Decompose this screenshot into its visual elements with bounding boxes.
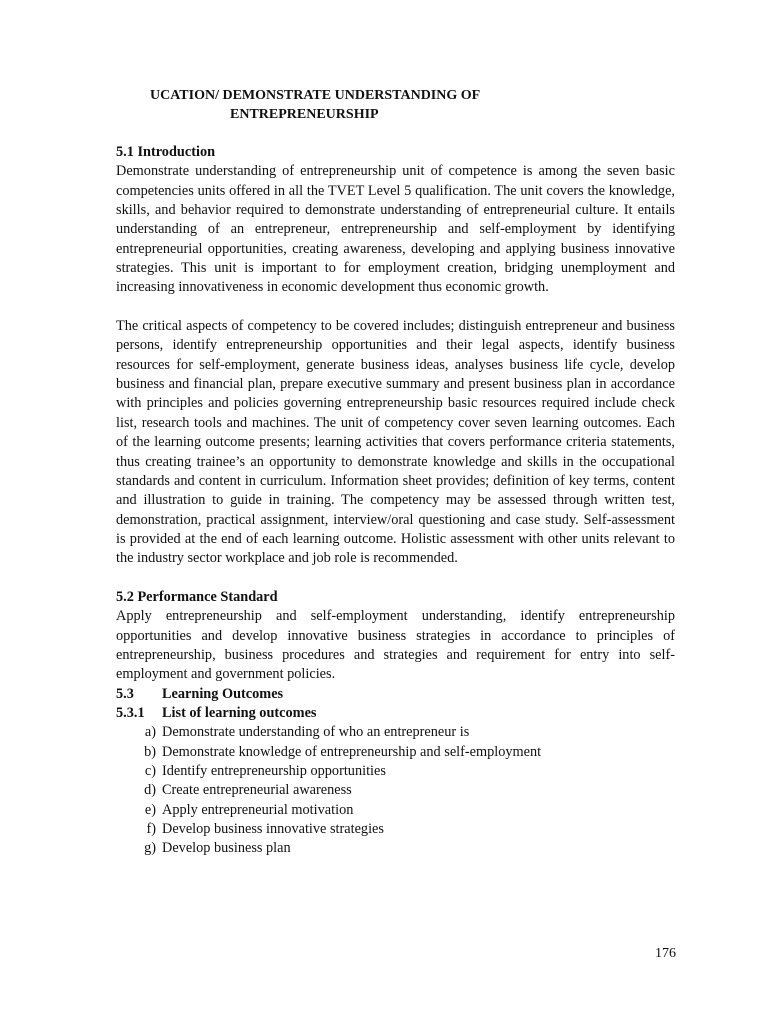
- learning-outcomes-list: [116, 723, 675, 858]
- list-item-text: Develop business innovative strategies: [162, 821, 384, 838]
- performance-standard-paragraph: Apply entrepreneurship and self-employment understanding, identify entrepreneurship opportunities and develop innovative business strategies in accordance to principles of entrepreneurship, business procedures and strategies and requirement for entry into self-employment and government policies.: [116, 608, 675, 683]
- outcomes-list-heading: [116, 704, 675, 723]
- list-marker: a): [144, 724, 156, 741]
- page-number: 176: [655, 946, 676, 961]
- list-marker: f): [146, 821, 156, 838]
- performance-standard-heading: 5.2 Performance Standard: [116, 588, 278, 605]
- paragraph-spacer: [116, 298, 675, 317]
- learning-outcomes-heading: [116, 685, 675, 704]
- list-item: [116, 781, 675, 800]
- list-item-text: Apply entrepreneurial motivation: [162, 801, 354, 818]
- list-item-text: Demonstrate knowledge of entrepreneurship and self-employment: [162, 743, 542, 760]
- list-marker: d): [144, 782, 156, 799]
- list-item: [116, 801, 675, 820]
- list-item-text: Identify entrepreneurship opportunities: [162, 763, 386, 779]
- outcomes-list-number: 5.3.1: [116, 704, 145, 721]
- list-marker: c): [144, 763, 156, 779]
- list-item: [116, 820, 675, 839]
- unit-title: [150, 86, 550, 124]
- list-item: [116, 839, 675, 858]
- unit-title-line-2: ENTREPRENEURSHIP: [230, 107, 379, 122]
- list-item: [116, 743, 675, 762]
- outcomes-list-title: List of learning outcomes: [162, 704, 317, 721]
- learning-outcomes-number: 5.3: [116, 685, 134, 702]
- introduction-heading: 5.1 Introduction: [116, 144, 216, 160]
- list-marker: b): [144, 743, 156, 760]
- list-marker: g): [144, 840, 156, 857]
- paragraph-spacer: [116, 569, 675, 588]
- list-item-text: Develop business plan: [162, 840, 291, 857]
- list-marker: e): [144, 801, 156, 818]
- list-item-text: Create entrepreneurial awareness: [162, 782, 352, 799]
- list-item: [116, 723, 675, 742]
- learning-outcomes-title: Learning Outcomes: [162, 685, 284, 702]
- introduction-paragraph-1: Demonstrate understanding of entrepreneurship unit of competence is among the seven basic competencies units offered in all the TVET Level 5 qualification. The unit covers the knowledge, skills, and behavior required to demonstrate understanding of entrepreneurial culture. It entails understanding of an entrepreneur, entrepreneurship and self-employment by identifying entrepreneurial opportunities, creating awareness, developing and applying business innovative strategies. This unit is important to for employment creation, bridging unemployment and increasing innovativeness in economic development thus economic growth.: [116, 163, 675, 296]
- unit-title-line-1: UCATION/ DEMONSTRATE UNDERSTANDING OF: [150, 88, 481, 103]
- body-content: [116, 143, 675, 859]
- list-item: [116, 762, 675, 781]
- list-item-text: Demonstrate understanding of who an entrepreneur is: [162, 724, 470, 741]
- introduction-paragraph-2: The critical aspects of competency to be covered includes; distinguish entrepreneur and business persons, identify entrepreneurship opportunities and their legal aspects, identify business resources for self-employment, generate business ideas, analyses business life cycle, develop business and financial plan, prepare executive summary and present business plan in accordance with principles and policies governing entrepreneurship basic resources required include check list, research tools and machines. The unit of competency cover seven learning outcomes. Each of the learning outcome presents; learning activities that covers performance criteria statements, thus creating trainee’s an opportunity to demonstrate knowledge and skills in the occupational standards and content in curriculum. Information sheet provides; definition of key terms, content and illustration to guide in training. The competency may be assessed through written test, demonstration, practical assignment, interview/oral questioning and case study. Self-assessment is provided at the end of each learning outcome. Holistic assessment with other units relevant to the industry sector workplace and job role is recommended.: [116, 318, 675, 567]
